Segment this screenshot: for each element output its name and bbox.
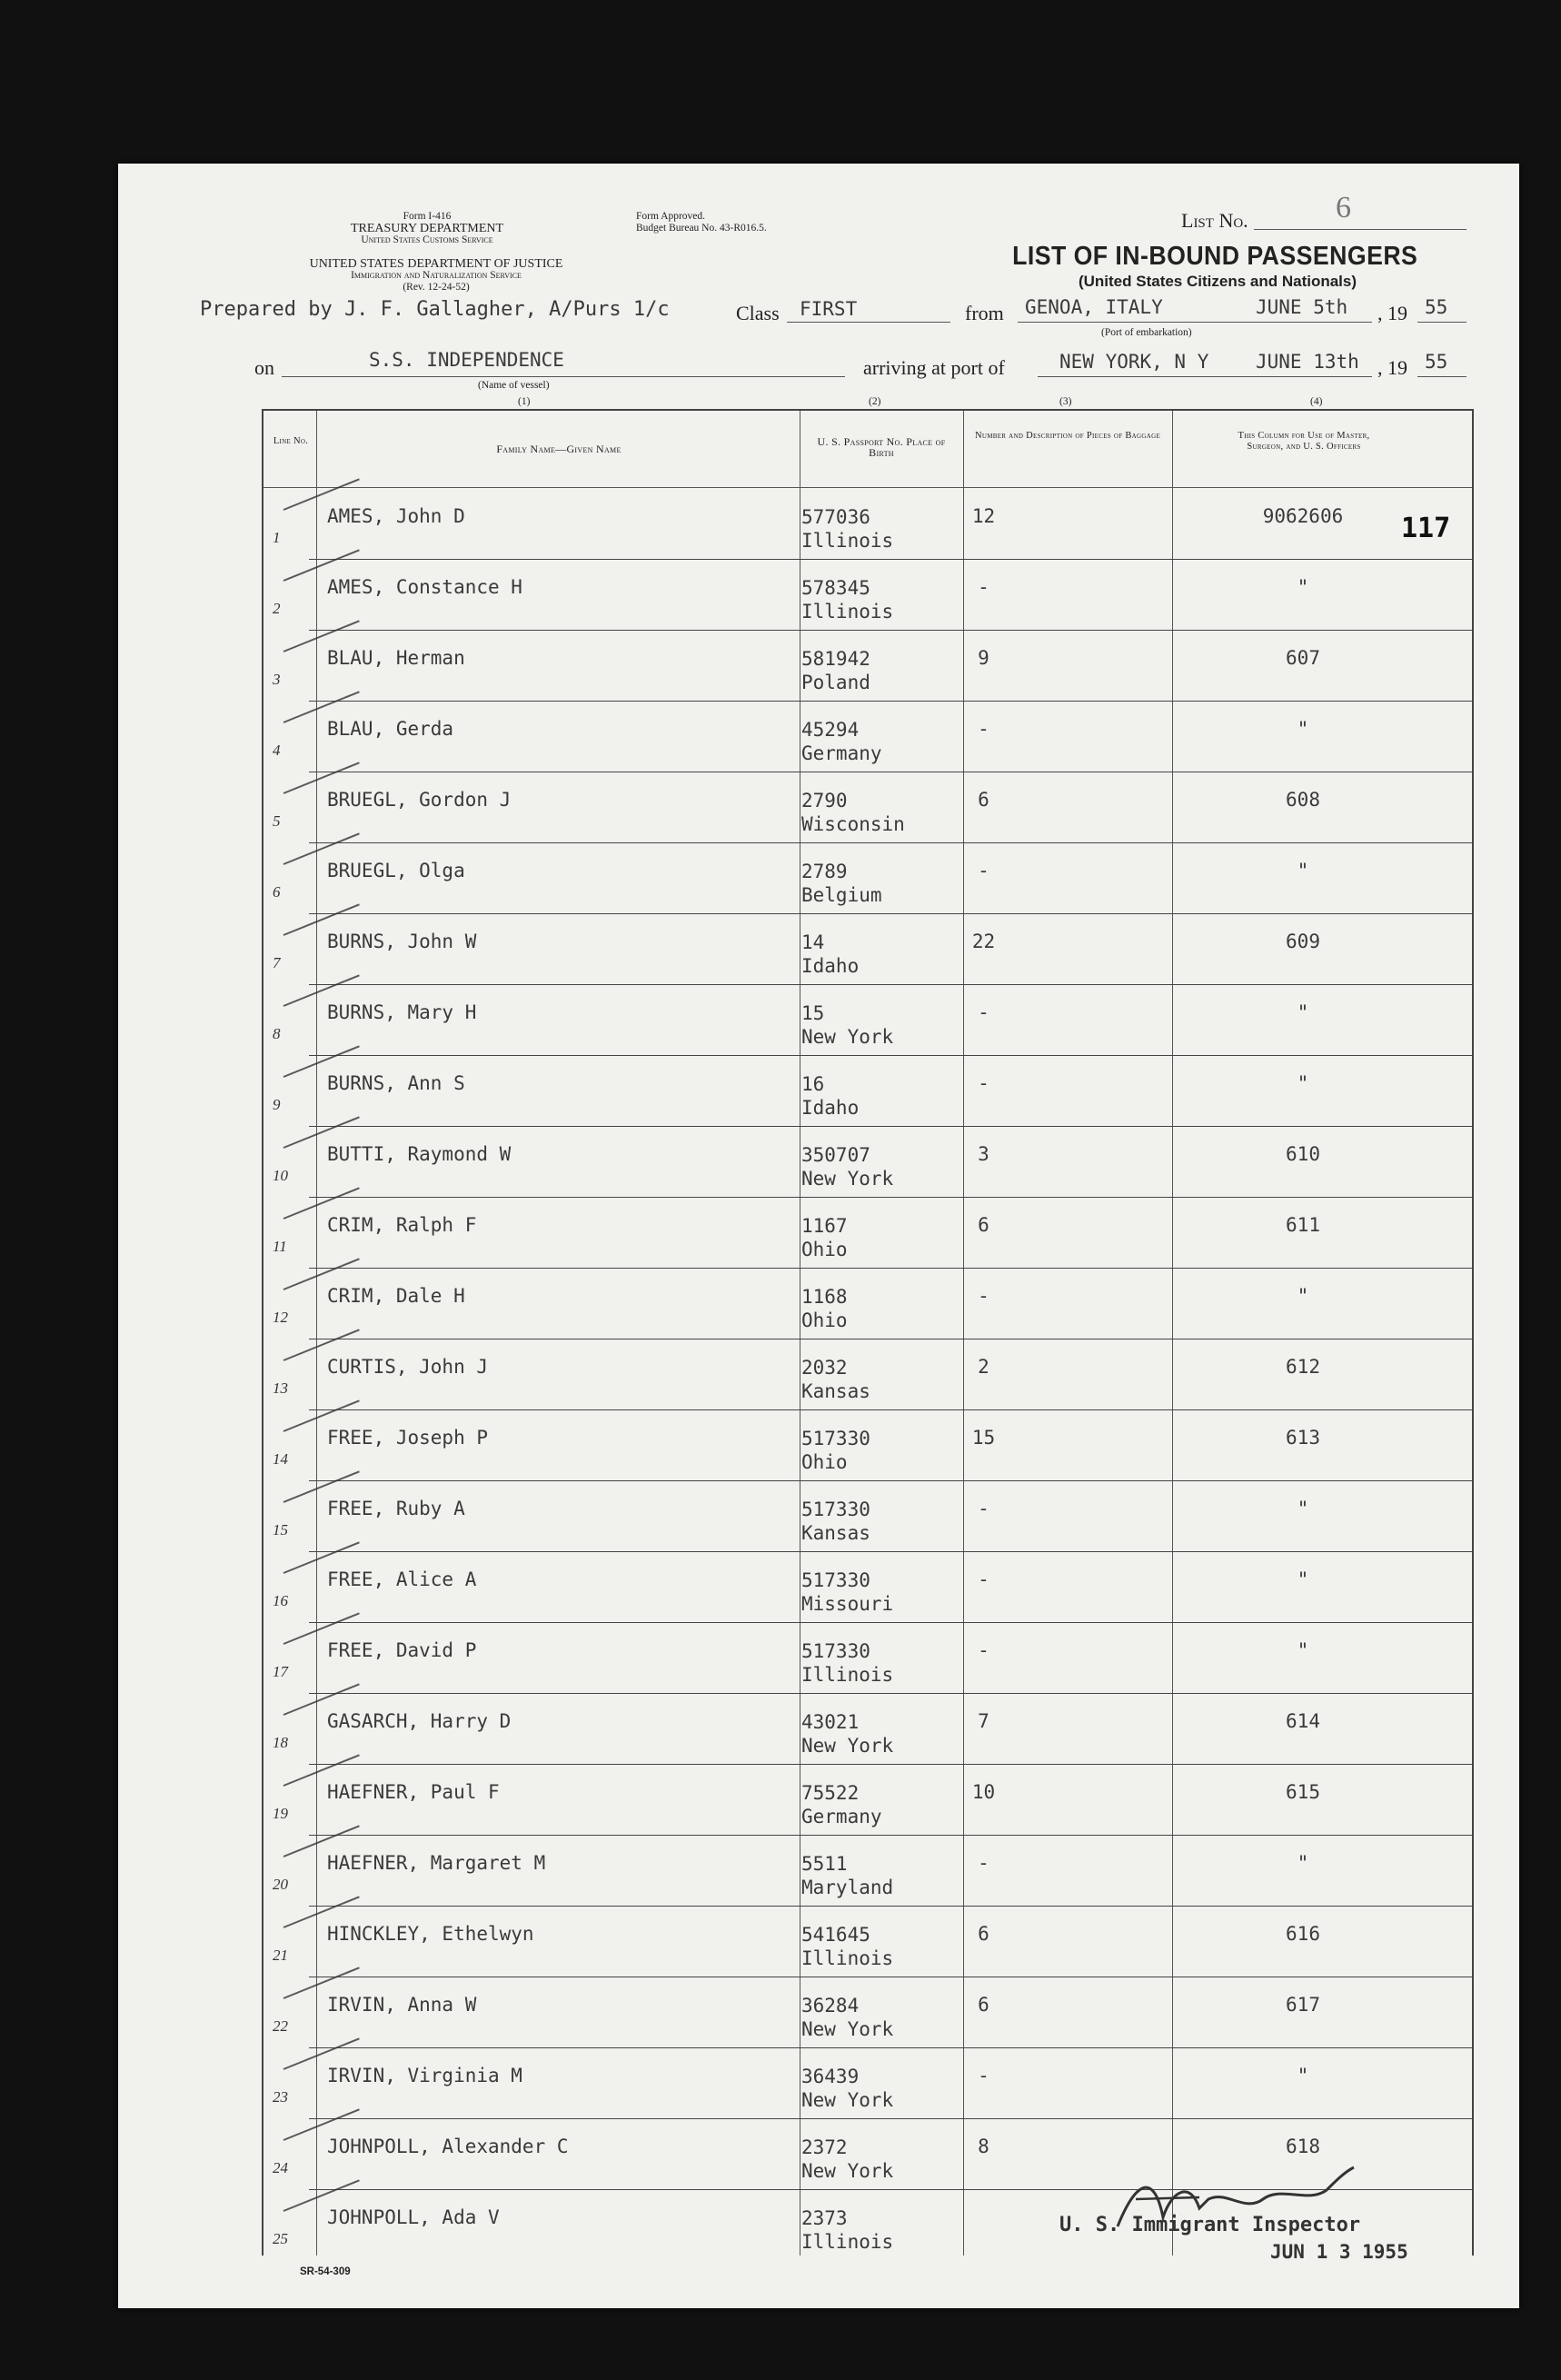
- passenger-name: BURNS, Mary H: [327, 1001, 477, 1023]
- passport-number: 16: [801, 1073, 825, 1095]
- passport-cell: [801, 1285, 848, 1332]
- baggage-count: 3: [978, 1143, 989, 1165]
- passport-number: 43021: [801, 1711, 860, 1733]
- th-line-no: Line No.: [273, 436, 309, 446]
- passport-cell: [801, 1994, 893, 2041]
- line-number: 10: [273, 1167, 288, 1184]
- passenger-name: AMES, Constance H: [327, 576, 522, 598]
- baggage-count: -: [978, 1285, 989, 1307]
- passenger-name: FREE, Alice A: [327, 1568, 477, 1590]
- line-number: 6: [273, 883, 281, 901]
- baggage-count: -: [978, 860, 989, 881]
- passenger-name: CURTIS, John J: [327, 1356, 489, 1378]
- passport-number: 350707: [801, 1144, 870, 1166]
- place-of-birth: New York: [801, 2089, 894, 2111]
- passport-number: 5511: [801, 1853, 848, 1875]
- line-number: 2: [273, 600, 281, 617]
- officer-number: 612: [1286, 1356, 1320, 1378]
- table-row: [263, 702, 1472, 772]
- table-row: [263, 1269, 1472, 1339]
- baggage-count: 12: [971, 505, 996, 527]
- list-no-line: [1254, 229, 1467, 230]
- depart-date: JUNE 5th: [1256, 296, 1348, 318]
- passport-number: 75522: [801, 1782, 860, 1804]
- passenger-name: HAEFNER, Margaret M: [327, 1852, 546, 1874]
- passport-number: 2790: [801, 790, 848, 812]
- line-number: 13: [273, 1379, 288, 1397]
- inspector-stamp-date: JUN 1 3 1955: [1270, 2241, 1408, 2263]
- place-of-birth: Illinois: [801, 1664, 894, 1686]
- passport-cell: [801, 1427, 870, 1474]
- form-number: Form I-416: [403, 211, 452, 222]
- class-line: [787, 322, 950, 323]
- officer-number: 613: [1286, 1427, 1320, 1449]
- arrival-date: JUNE 13th: [1256, 351, 1359, 373]
- place-of-birth: Wisconsin: [801, 813, 905, 835]
- passport-cell: [801, 505, 893, 553]
- passport-number: 45294: [801, 719, 860, 741]
- table-row: [263, 985, 1472, 1056]
- inspector-stamp: U. S. Immigrant Inspector: [1059, 2214, 1361, 2236]
- baggage-count: -: [978, 718, 989, 740]
- place-of-birth: New York: [801, 2160, 894, 2182]
- passport-number: 2372: [801, 2136, 848, 2158]
- officer-number: ": [1297, 576, 1309, 598]
- line-number: 23: [273, 2088, 288, 2106]
- passport-cell: [801, 1923, 893, 1970]
- passenger-name: HAEFNER, Paul F: [327, 1781, 500, 1803]
- officer-number: ": [1297, 2065, 1309, 2086]
- officer-number: ": [1297, 1639, 1309, 1661]
- passenger-name: FREE, Ruby A: [327, 1498, 465, 1519]
- officer-number: ": [1297, 1001, 1309, 1023]
- table-row: [263, 1552, 1472, 1623]
- port-caption: (Port of embarkation): [1101, 327, 1192, 338]
- place-of-birth: New York: [801, 2018, 894, 2040]
- line-number: 20: [273, 1876, 288, 1893]
- table-row: [263, 1977, 1472, 2048]
- passenger-name: FREE, Joseph P: [327, 1427, 489, 1449]
- place-of-birth: Belgium: [801, 884, 882, 906]
- officer-number: 611: [1286, 1214, 1320, 1236]
- line-number: 22: [273, 2017, 288, 2035]
- table-row: [263, 489, 1472, 560]
- header-divider: [263, 487, 1472, 488]
- customs-service: United States Customs Service: [361, 234, 493, 245]
- passport-number: 541645: [801, 1924, 870, 1946]
- line-number: 11: [273, 1238, 287, 1255]
- form-title: LIST OF IN-BOUND PASSENGERS: [1012, 242, 1418, 271]
- passenger-name: BRUEGL, Gordon J: [327, 789, 512, 811]
- baggage-count: 22: [971, 931, 996, 952]
- passport-number: 36284: [801, 1995, 860, 2017]
- passport-cell: [801, 931, 859, 978]
- line-number: 4: [273, 742, 281, 759]
- officer-number: 615: [1286, 1781, 1320, 1803]
- passport-number: 2373: [801, 2207, 848, 2229]
- baggage-count: 6: [978, 1994, 989, 2016]
- table-row: [263, 631, 1472, 702]
- table-row: [263, 1481, 1472, 1552]
- officer-number: ": [1297, 1498, 1309, 1519]
- passport-number: 2032: [801, 1357, 848, 1379]
- place-of-birth: Illinois: [801, 601, 894, 622]
- passenger-name: BLAU, Herman: [327, 647, 465, 669]
- arrival-port: NEW YORK, N Y: [1059, 351, 1209, 373]
- passport-number: 2789: [801, 861, 848, 882]
- officer-number: ": [1297, 1285, 1309, 1307]
- form-header-justice: [254, 258, 618, 294]
- passport-cell: [801, 2065, 893, 2112]
- table-row: [263, 1765, 1472, 1836]
- form-header-treasury: [300, 211, 554, 246]
- place-of-birth: New York: [801, 1735, 894, 1757]
- baggage-count: 9: [978, 647, 989, 669]
- baggage-count: 6: [978, 1923, 989, 1945]
- from-label: from: [965, 302, 1004, 324]
- passenger-name: JOHNPOLL, Alexander C: [327, 2136, 569, 2157]
- arriving-label: arriving at port of: [863, 356, 1005, 379]
- passport-number: 578345: [801, 577, 870, 599]
- depart-year-line: [1417, 322, 1467, 323]
- place-of-birth: New York: [801, 1026, 894, 1048]
- baggage-count: 7: [978, 1710, 989, 1732]
- col-number-2: (2): [869, 396, 881, 407]
- place-of-birth: Germany: [801, 742, 882, 764]
- passport-cell: [801, 647, 870, 694]
- table-row: [263, 1907, 1472, 1977]
- page-stamp-number: 117: [1401, 513, 1451, 544]
- line-number: 15: [273, 1521, 288, 1539]
- col-number-1: (1): [518, 396, 531, 407]
- passport-number: 1167: [801, 1215, 848, 1237]
- passport-cell: [801, 1072, 859, 1120]
- line-number: 3: [273, 671, 281, 688]
- table-row: [263, 1339, 1472, 1410]
- passport-cell: [801, 718, 882, 765]
- passport-number: 517330: [801, 1499, 870, 1520]
- line-number: 25: [273, 2230, 288, 2247]
- line-number: 17: [273, 1663, 288, 1680]
- passenger-name: AMES, John D: [327, 505, 465, 527]
- treasury-dept: TREASURY DEPARTMENT: [350, 222, 504, 235]
- place-of-birth: New York: [801, 1168, 894, 1190]
- vessel-line: [282, 376, 845, 377]
- form-subtitle: (United States Citizens and Nationals): [1078, 273, 1357, 290]
- officer-number: 607: [1286, 647, 1320, 669]
- passport-number: 1168: [801, 1286, 848, 1308]
- passport-cell: [801, 1143, 893, 1190]
- line-number: 16: [273, 1592, 288, 1609]
- officer-number: 618: [1286, 2136, 1320, 2157]
- passport-cell: [801, 1356, 870, 1403]
- place-of-birth: Ohio: [801, 1451, 848, 1473]
- baggage-count: -: [978, 576, 989, 598]
- officer-number: ": [1297, 1852, 1309, 1874]
- arrival-year-line: [1417, 376, 1467, 377]
- arrival-year-prefix: , 19: [1377, 356, 1407, 379]
- line-number: 1: [273, 529, 281, 546]
- officer-number: 610: [1286, 1143, 1320, 1165]
- arrival-line: [1038, 376, 1372, 377]
- passport-cell: [801, 1710, 893, 1758]
- col-number-3: (3): [1059, 396, 1072, 407]
- baggage-count: 2: [978, 1356, 989, 1378]
- baggage-count: -: [978, 2065, 989, 2086]
- baggage-count: -: [978, 1639, 989, 1661]
- passenger-name: BUTTI, Raymond W: [327, 1143, 512, 1165]
- line-number: 19: [273, 1805, 288, 1822]
- line-number: 24: [273, 2159, 288, 2176]
- list-no-value: 6: [1336, 191, 1351, 224]
- from-line: [1018, 322, 1372, 323]
- table-row: [263, 560, 1472, 631]
- place-of-birth: Poland: [801, 672, 870, 693]
- passport-cell: [801, 860, 882, 907]
- form-approval: [636, 211, 872, 234]
- place-of-birth: Idaho: [801, 1097, 860, 1119]
- table-row: [263, 1198, 1472, 1269]
- inspector-signature: [1099, 2163, 1372, 2245]
- table-row: [263, 1836, 1472, 1907]
- line-number: 14: [273, 1450, 288, 1468]
- baggage-count: 8: [978, 2136, 989, 2157]
- baggage-count: -: [978, 1498, 989, 1519]
- passport-number: 517330: [801, 1569, 870, 1591]
- passport-cell: [801, 1214, 848, 1261]
- passport-cell: [801, 2206, 893, 2254]
- place-of-birth: Maryland: [801, 1877, 894, 1898]
- ins-service: Immigration and Naturalization Service: [351, 270, 522, 281]
- passenger-name: HINCKLEY, Ethelwyn: [327, 1923, 534, 1945]
- baggage-count: 15: [971, 1427, 996, 1449]
- class-label: Class: [736, 302, 780, 324]
- passport-cell: [801, 1498, 870, 1545]
- passenger-name: BURNS, John W: [327, 931, 477, 952]
- passenger-name: BURNS, Ann S: [327, 1072, 465, 1094]
- place-of-birth: Ohio: [801, 1239, 848, 1260]
- manifest-sheet: [118, 164, 1519, 2308]
- depart-year-prefix: , 19: [1377, 302, 1407, 324]
- passport-cell: [801, 1568, 893, 1616]
- place-of-birth: Idaho: [801, 955, 860, 977]
- officer-number: ": [1297, 718, 1309, 740]
- officer-number: ": [1297, 860, 1309, 881]
- place-of-birth: Illinois: [801, 530, 894, 552]
- place-of-birth: Germany: [801, 1806, 882, 1827]
- passenger-name: GASARCH, Harry D: [327, 1710, 512, 1732]
- officer-number: ": [1297, 1072, 1309, 1094]
- table-row: [263, 1623, 1472, 1694]
- passenger-name: IRVIN, Virginia M: [327, 2065, 522, 2086]
- table-row: [263, 2048, 1472, 2119]
- officer-number: 608: [1286, 789, 1320, 811]
- baggage-count: -: [978, 1568, 989, 1590]
- passenger-name: IRVIN, Anna W: [327, 1994, 477, 2016]
- justice-dept: UNITED STATES DEPARTMENT OF JUSTICE: [309, 257, 563, 271]
- passport-number: 15: [801, 1002, 825, 1024]
- officer-number: 614: [1286, 1710, 1320, 1732]
- vessel-caption: (Name of vessel): [478, 380, 550, 391]
- passport-number: 581942: [801, 648, 870, 670]
- table-row: [263, 914, 1472, 985]
- line-number: 18: [273, 1734, 288, 1751]
- passport-cell: [801, 2136, 893, 2183]
- baggage-count: 6: [978, 1214, 989, 1236]
- passport-cell: [801, 1852, 893, 1899]
- table-row: [263, 772, 1472, 843]
- passenger-table: [262, 409, 1474, 2256]
- passenger-name: BRUEGL, Olga: [327, 860, 465, 881]
- passenger-name: CRIM, Ralph F: [327, 1214, 477, 1236]
- form-approved: Form Approved.: [636, 211, 706, 222]
- place-of-birth: Ohio: [801, 1309, 848, 1331]
- passenger-name: JOHNPOLL, Ada V: [327, 2206, 500, 2228]
- line-number: 9: [273, 1096, 281, 1113]
- prepared-by: Prepared by J. F. Gallagher, A/Purs 1/c: [200, 298, 670, 321]
- place-of-birth: Illinois: [801, 1947, 894, 1969]
- th-officers: This Column for Use of Master, Surgeon, and U. S. Officers: [1238, 431, 1370, 452]
- col-number-4: (4): [1310, 396, 1323, 407]
- baggage-count: -: [978, 1852, 989, 1874]
- table-row: [263, 1410, 1472, 1481]
- form-code: SR-54-309: [300, 2266, 351, 2277]
- from-value: GENOA, ITALY: [1025, 296, 1163, 318]
- officer-number: 617: [1286, 1994, 1320, 2016]
- line-number: 21: [273, 1947, 288, 1964]
- passport-cell: [801, 1639, 893, 1687]
- officer-number: ": [1297, 1568, 1309, 1590]
- passenger-name: FREE, David P: [327, 1639, 477, 1661]
- th-baggage: Number and Description of Pieces of Baggage: [974, 431, 1161, 441]
- passport-number: 517330: [801, 1640, 870, 1662]
- passport-cell: [801, 576, 893, 623]
- passenger-name: CRIM, Dale H: [327, 1285, 465, 1307]
- baggage-count: -: [978, 1072, 989, 1094]
- baggage-count: 6: [978, 789, 989, 811]
- place-of-birth: Missouri: [801, 1593, 894, 1615]
- on-label: on: [254, 356, 274, 379]
- officer-number: 616: [1286, 1923, 1320, 1945]
- place-of-birth: Illinois: [801, 2231, 894, 2253]
- class-value: FIRST: [800, 298, 858, 320]
- passport-number: 577036: [801, 506, 870, 528]
- passport-cell: [801, 1781, 882, 1828]
- baggage-count: 10: [971, 1781, 996, 1803]
- table-row: [263, 1694, 1472, 1765]
- baggage-count: -: [978, 1001, 989, 1023]
- passport-number: 36439: [801, 2066, 860, 2087]
- line-number: 7: [273, 954, 281, 971]
- th-name: Family Name—Given Name: [496, 443, 621, 455]
- passport-cell: [801, 1001, 893, 1049]
- arrival-year: 55: [1425, 351, 1448, 373]
- revision: (Rev. 12-24-52): [403, 282, 470, 293]
- line-number: 8: [273, 1025, 281, 1042]
- depart-year: 55: [1425, 296, 1448, 318]
- vessel-name: S.S. INDEPENDENCE: [369, 349, 564, 371]
- line-number: 12: [273, 1309, 288, 1326]
- table-row: [263, 1127, 1472, 1198]
- place-of-birth: Kansas: [801, 1522, 870, 1544]
- table-row: [263, 1056, 1472, 1127]
- list-no-label: List No.: [1181, 209, 1248, 232]
- line-number: 5: [273, 812, 281, 830]
- passport-number: 517330: [801, 1428, 870, 1449]
- officer-number: 9062606: [1262, 505, 1344, 527]
- budget-bureau: Budget Bureau No. 43-R016.5.: [636, 223, 767, 234]
- table-row: [263, 843, 1472, 914]
- passenger-name: BLAU, Gerda: [327, 718, 454, 740]
- passport-number: 14: [801, 931, 825, 953]
- officer-number: 609: [1286, 931, 1320, 952]
- th-passport: U. S. Passport No. Place of Birth: [817, 435, 946, 459]
- place-of-birth: Kansas: [801, 1380, 870, 1402]
- passport-cell: [801, 789, 905, 836]
